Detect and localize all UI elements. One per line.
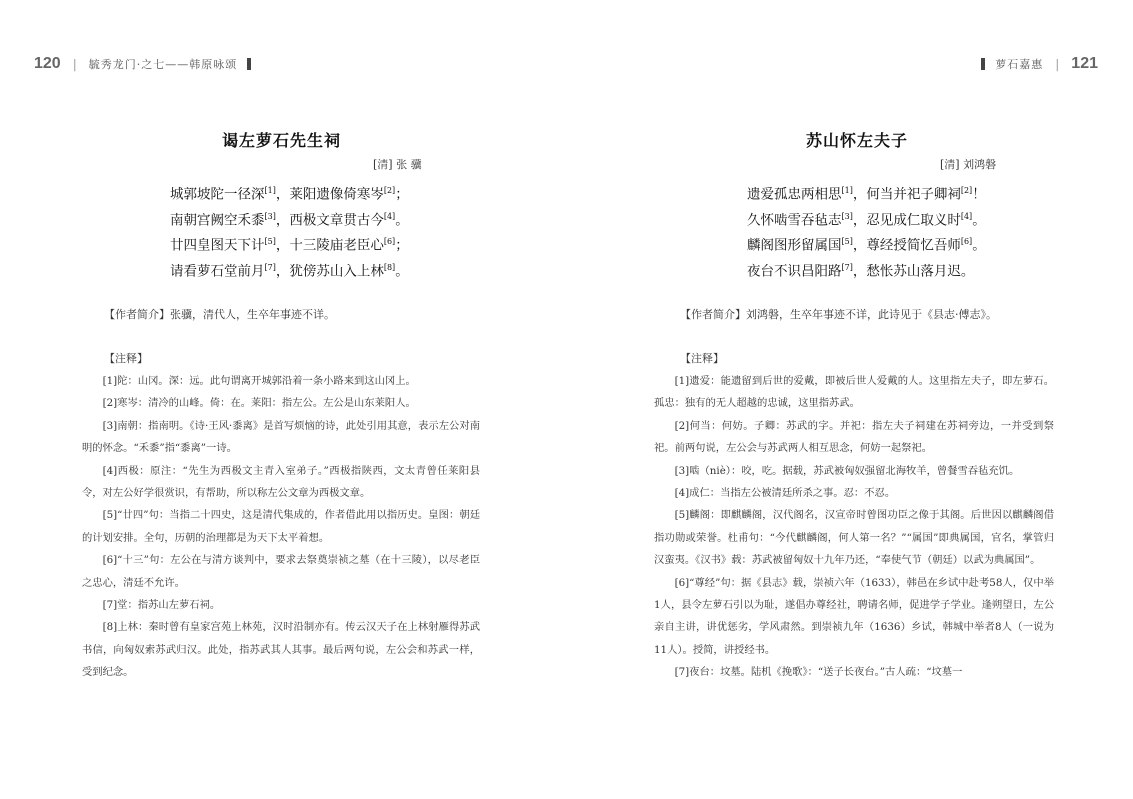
right-page <box>566 0 1133 799</box>
right-poem-verses <box>747 178 986 280</box>
verse-line: 夜台不识昌阳路[7]，愁怅苏山落月迟。 <box>747 262 975 279</box>
left-poem-title: 谒左萝石先生祠 <box>222 131 342 150</box>
left-page-number: 120 <box>34 55 61 72</box>
note-item: [2]寒岑：清冷的山峰。倚：在。莱阳：指左公。左公是山东莱阳人。 <box>102 397 416 410</box>
note-item: [8]上林：秦时曾有皇家宫苑上林苑，汉时沿制亦有。传云汉天子在上林射雁得苏武书信，向匈奴索苏武归汉。此处，指苏武其人其事。最后两句说，左公会和苏武一样，受到纪念。 <box>82 621 480 679</box>
right-running-header <box>971 52 1098 76</box>
right-running-title: 萝石嘉惠 <box>995 58 1044 71</box>
note-item: [7]堂：指苏山左萝石祠。 <box>102 599 221 612</box>
header-bar-marker <box>247 58 251 70</box>
right-notes-heading: 【注释】 <box>680 352 724 365</box>
note-item: [4]西极：原注：“先生为西极文主青入室弟子。”西极指陕西，文太青曾任莱阳县令，对左公好学很赏识，有帮助，所以称左公文章为西极文章。 <box>82 464 480 500</box>
left-notes-heading: 【注释】 <box>104 352 148 365</box>
left-poem-verses <box>170 178 409 280</box>
right-notes <box>654 370 1054 684</box>
left-page <box>0 0 566 799</box>
header-separator: | <box>1055 57 1060 71</box>
right-page-number: 121 <box>1071 55 1098 72</box>
verse-line: 遗爱孤忠两相思[1]，何当并祀子卿祠[2]！ <box>747 186 986 203</box>
note-item: [1]陀：山冈。深：远。此句谓离开城郭沿着一条小路来到这山冈上。 <box>102 375 416 387</box>
header-bar-marker <box>981 58 985 70</box>
note-item: [3]啮（niè）：咬，吃。据载，苏武被匈奴强留北海牧羊，曾餐雪吞毡充饥。 <box>674 464 1020 477</box>
left-poem-author: [清] 张 骥 <box>373 158 422 171</box>
note-item: [4]成仁：当指左公被清廷所杀之事。忍：不忍。 <box>674 487 896 500</box>
left-running-header <box>34 52 261 76</box>
note-item: [5]“廿四”句：当指二十四史，这是清代集成的，作者借此用以指历史。皇图：朝廷的计划安排。全句，历朝的治理都是为天下太平着想。 <box>82 509 480 544</box>
right-poem-title: 苏山怀左夫子 <box>806 131 909 150</box>
verse-line: 麟阁图形留属国[5]，尊经授简忆吾师[6]。 <box>747 237 986 254</box>
note-item: [6]“十三”句：左公在与清方谈判中，要求去祭奠崇祯之墓（在十三陵），以尽老臣之忠心，清廷不允许。 <box>82 554 480 589</box>
left-notes <box>82 370 480 684</box>
verse-line: 廿四皇图天下计[5]，十三陵庙老臣心[6]； <box>170 237 409 254</box>
note-item: [1]遗爱：能遗留到后世的爱戴，即被后世人爱戴的人。这里指左夫子，即左萝石。孤忠：独有的无人超越的忠诚，这里指苏武。 <box>654 375 1054 410</box>
note-item: [3]南朝：指南明。《诗·王风·黍离》是首写烦恼的诗，此处引用其意，表示左公对南明的怀念。“禾黍”指“黍离”一诗。 <box>82 419 480 455</box>
left-running-title: 毓秀龙门·之七——韩原咏颂 <box>88 58 238 71</box>
verse-line: 请看萝石堂前月[7]，犹傍苏山入上林[8]。 <box>170 262 409 279</box>
right-poem-author: [清] 刘鸿磐 <box>940 158 997 171</box>
left-author-bio: 【作者简介】张骥，清代人，生卒年事迹不详。 <box>104 308 335 321</box>
note-item: [7]夜台：坟墓。陆机《挽歌》：“送子长夜台。”古人疏：“坟墓一 <box>674 666 963 679</box>
header-separator: | <box>72 57 77 71</box>
verse-line: 南朝宫阙空禾黍[3]，西极文章贯古今[4]。 <box>170 211 409 228</box>
note-item: [5]麟阁：即麒麟阁，汉代阁名，汉宣帝时曾图功臣之像于其阁。后世因以麒麟阁借指功勋或荣誉。杜甫句：“今代麒麟阁，何人第一名？”“属国”即典属国，官名，掌管归汉蛮夷。《汉书》载：苏武被留匈奴十九年乃还，“奉使气节（朝廷）以武为典属国”。 <box>654 509 1054 567</box>
verse-line: 久怀啮雪吞毡志[3]，忍见成仁取义时[4]。 <box>747 211 986 228</box>
note-item: [6]“尊经”句：据《县志》载，崇祯六年（1633），韩邑在乡试中赴考58人，仅中举1人，县令左萝石引以为耻，遂倡办尊经社，聘请名师，促进学子学业。逢朔望日，左公亲自主讲，讲优惩劣，学风肃然。到崇祯九年（1636）乡试，韩城中举者8人（一说为11人）。授简，讲授经书。 <box>654 576 1054 656</box>
right-author-bio: 【作者简介】刘鸿磐，生卒年事迹不详，此诗见于《县志·傅志》。 <box>680 308 997 321</box>
note-item: [2]何当：何妨。子卿：苏武的字。并祀：指左夫子祠建在苏祠旁边，一并受到祭祀。前两句说，左公会与苏武两人相互思念，何妨一起祭祀。 <box>654 419 1054 455</box>
verse-line: 城郭坡陀一径深[1]，莱阳遗像倚寒岑[2]； <box>170 186 409 203</box>
